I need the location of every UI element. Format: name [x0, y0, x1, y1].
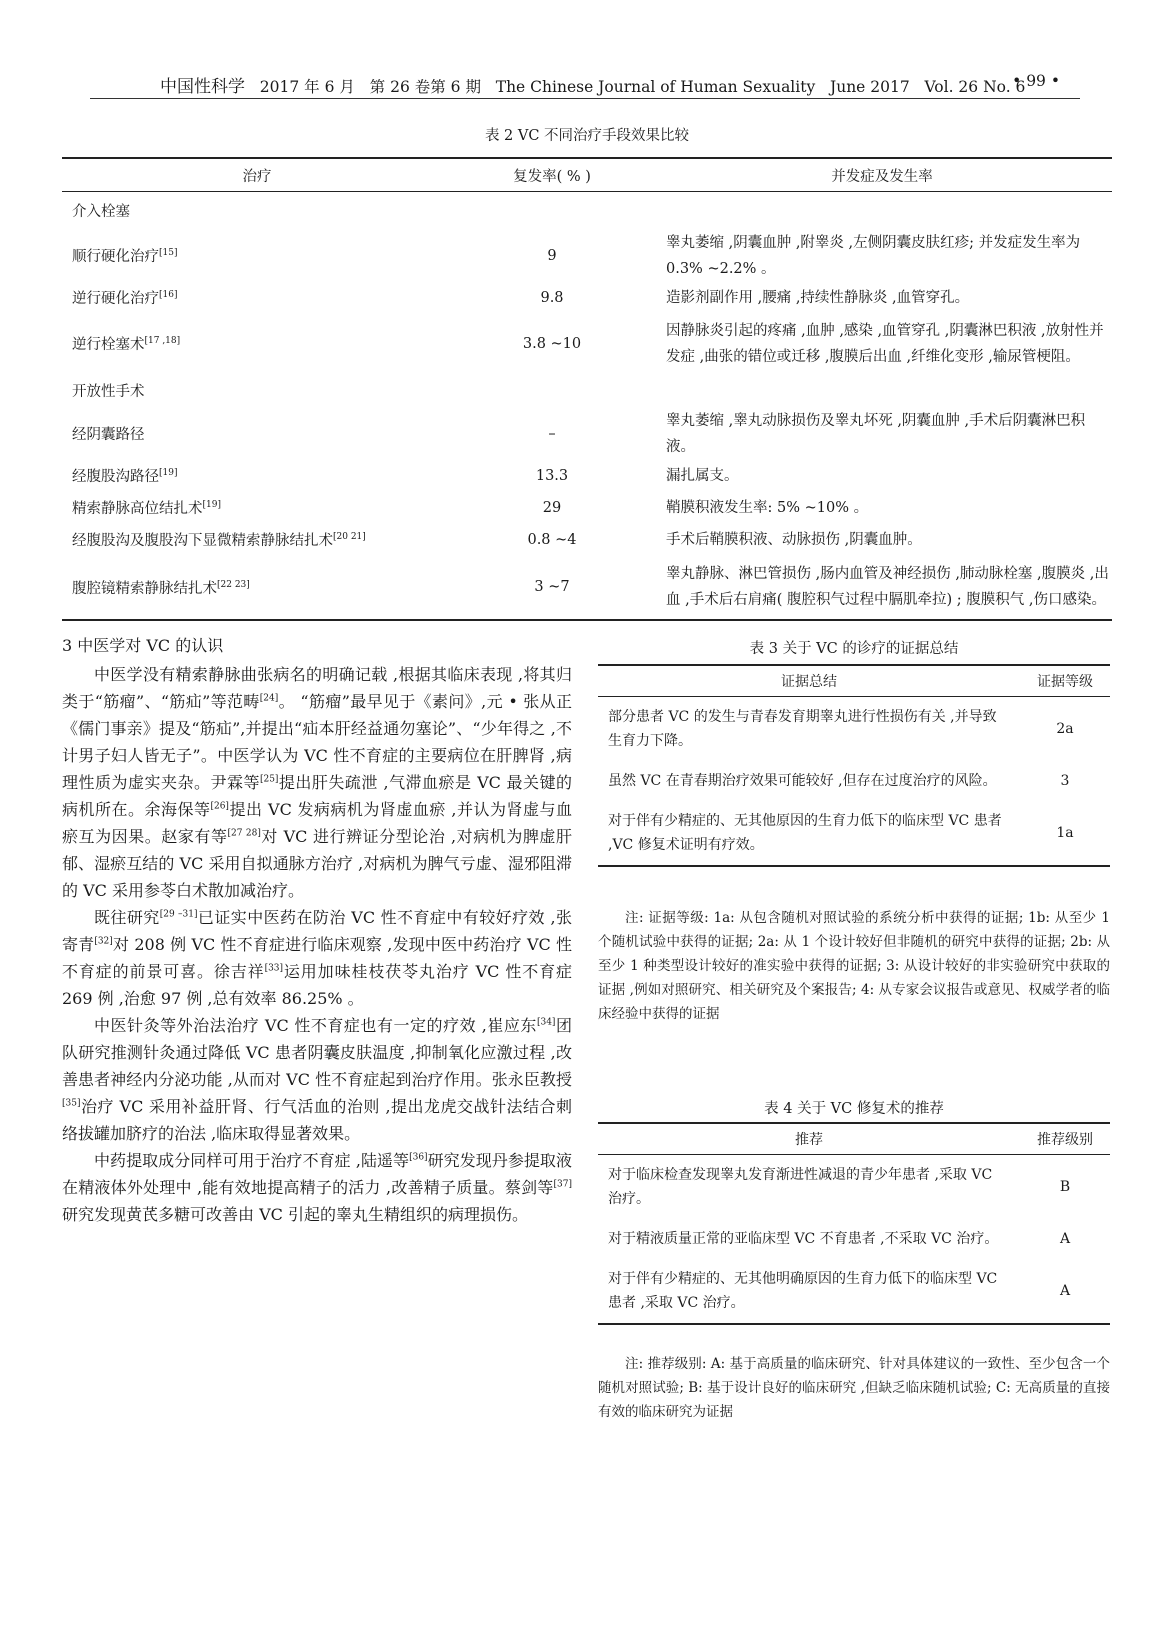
recommendation-grade: B — [1059, 1179, 1071, 1195]
table4-header-row — [598, 1123, 1110, 1155]
complications: 因静脉炎引起的疼痛 ,血肿 ,感染 ,血管穿孔 ,阴囊淋巴积液 ,放射性并发症 ,曲张的错位或迁移 ,腹膜后出血 ,纤维化变形 ,输尿管梗阻。 — [666, 322, 1104, 365]
treatment-name: 经腹股沟路径 — [72, 469, 159, 485]
complications — [652, 374, 1112, 408]
recurrence-rate: 0.8 ~4 — [527, 531, 577, 548]
recurrence-rate: 9 — [547, 247, 557, 264]
recurrence-rate — [452, 192, 652, 230]
table-row — [62, 314, 1112, 374]
note-text: 证据等级: 1a: 从包含随机对照试验的系统分析中获得的证据; 1b: 从至少 1 个随机试验中获得的证据; 2a: 从 1 个设计较好但非随机的研究中获得的证据; 2b: 从至少 1 种类型设计较好的准实验中获得的证据; 3: 从设计较好的非实验研究中获取的证据 ,例如对照研究、相关研究及个案报告; 4: 从专家会议报告或意见、权威学者的临床经验中获得的证据 — [598, 910, 1110, 1022]
recurrence-rate: 13.3 — [535, 467, 569, 484]
table2-header-complications: 并发症及发生率 — [652, 158, 1112, 192]
recurrence-rate: – — [548, 425, 556, 442]
paragraph-text: 研究发现丹参提取液在精液体外处理中 ,能有效地提高精子的活力 ,改善精子质量。蔡剑等 — [62, 1151, 572, 1197]
treatment-name: 逆行栓塞术 — [72, 337, 145, 353]
citation-ref: [32] — [94, 936, 113, 947]
recommendation-text: 对于临床检查发现睾丸发育渐进性减退的青少年患者 ,采取 VC 治疗。 — [608, 1167, 993, 1207]
treatment-name: 介入栓塞 — [72, 204, 130, 221]
treatment-cell — [62, 314, 452, 374]
evidence-level: 3 — [1060, 773, 1070, 789]
table3 — [598, 664, 1110, 867]
paragraph-text: 。 “筋瘤”最早见于《素问》,元 • 张从正《儒门事亲》提及“筋疝”,并提出“疝本肝经益通勿塞论”、“少年得之 ,不计男子妇人皆无子”。中医学认为 VC 性不育症的主要病位在肝脾肾 ,病理性质为虚实夹杂。尹霖等 — [62, 692, 572, 792]
complications — [652, 192, 1112, 230]
section-heading: 3 中医学对 VC 的认识 — [62, 636, 224, 655]
complications: 睾丸静脉、淋巴管损伤 ,肠内血管及神经损伤 ,肺动脉栓塞 ,腹膜炎 ,出血 ,手术后右肩痛( 腹腔积气过程中膈肌牵拉) ; 腹膜积气 ,伤口感染。 — [652, 556, 1112, 620]
table2-header-treatment: 治疗 — [62, 158, 452, 192]
recurrence-rate — [452, 374, 652, 408]
table-row — [62, 192, 1112, 230]
complications: 鞘膜积液发生率: 5% ~10% 。 — [666, 499, 869, 516]
citation-ref: [26] — [210, 801, 229, 812]
citation-ref: [33] — [264, 963, 284, 974]
treatment-name: 逆行硬化治疗 — [72, 291, 159, 307]
issue-en: Vol. 26 No. 6 — [924, 78, 1026, 96]
treatment-cell — [62, 460, 452, 492]
evidence-level: 1a — [1020, 801, 1110, 866]
paragraph-text: 对 VC 进行辨证分型论治 ,对病机为脾虚肝郁、湿瘀互结的 VC 采用自拟通脉方治疗 ,对病机为脾气亏虚、湿邪阻滞的 VC 采用参苓白术散加减治疗。 — [62, 827, 572, 900]
treatment-cell — [62, 556, 452, 620]
recommendation-text: 对于精液质量正常的亚临床型 VC 不育患者 ,不采取 VC 治疗。 — [608, 1231, 999, 1247]
table-row — [62, 556, 1112, 620]
citation-ref: [27 28] — [227, 828, 261, 839]
paragraph-text: 中医针灸等外治法治疗 VC 性不育症也有一定的疗效 ,崔应东 — [94, 1016, 537, 1035]
paragraph-text: 对 208 例 VC 性不育症进行临床观察 ,发现中医中药治疗 VC 性不育症的前景可喜。徐吉祥 — [62, 935, 572, 981]
table4-header-grade: 推荐级别 — [1020, 1123, 1110, 1155]
treatment-name: 经腹股沟及腹股沟下显微精索静脉结扎术 — [72, 533, 333, 549]
table2-header-row — [62, 158, 1112, 192]
complications: 睾丸萎缩 ,阴囊血肿 ,附睾炎 ,左侧阴囊皮肤红疹; 并发症发生率为 0.3% ~2.2% 。 — [666, 234, 1081, 277]
paragraph-text: 提出肝失疏泄 ,气滞血瘀是 VC 最关键的病机所在。余海保等 — [62, 773, 572, 819]
paragraph-text: 既往研究 — [94, 908, 160, 927]
citation-ref: [37] — [553, 1179, 572, 1190]
table-row — [598, 697, 1110, 762]
citation-ref: [20 21] — [333, 532, 366, 543]
treatment-cell — [62, 524, 452, 556]
complications: 造影剂副作用 ,腰痛 ,持续性静脉炎 ,血管穿孔。 — [666, 289, 970, 306]
table-row — [598, 761, 1110, 801]
table4 — [598, 1122, 1110, 1325]
recurrence-rate: 9.8 — [540, 289, 564, 306]
table2 — [62, 157, 1112, 621]
table2-caption: 表 2 VC 不同治疗手段效果比较 — [484, 128, 690, 144]
table-row — [62, 460, 1112, 492]
recurrence-rate: 3.8 ~10 — [522, 335, 582, 352]
table3-header-row — [598, 665, 1110, 697]
table-row — [62, 524, 1112, 556]
table-row — [62, 282, 1112, 314]
citation-ref: [25] — [259, 774, 279, 785]
citation-ref: [29 –31] — [159, 909, 198, 920]
complications: 漏扎属支。 — [666, 467, 739, 484]
table3-caption: 表 3 关于 VC 的诊疗的证据总结 — [749, 641, 959, 657]
treatment-name: 顺行硬化治疗 — [72, 249, 159, 265]
evidence-level: 2a — [1056, 721, 1074, 737]
citation-ref: [34] — [536, 1017, 556, 1028]
evidence-summary: 对于伴有少精症的、无其他原因的生育力低下的临床型 VC 患者 ,VC 修复术证明有疗效。 — [598, 801, 1020, 866]
recurrence-rate: 29 — [542, 499, 562, 516]
paragraph-text: 研究发现黄芪多糖可改善由 VC 引起的睾丸生精组织的病理损伤。 — [62, 1205, 528, 1224]
treatment-name: 腹腔镜精索静脉结扎术 — [72, 580, 217, 597]
running-header — [90, 68, 1080, 99]
paragraph-text: 运用加味桂枝茯苓丸治疗 VC 性不育症 269 例 ,治愈 97 例 ,总有效率 86.25% 。 — [62, 962, 572, 1008]
paragraph-text: 中药提取成分同样可用于治疗不育症 ,陆遥等 — [94, 1151, 410, 1170]
citation-ref: [17 ,18] — [144, 336, 181, 347]
treatment-name: 精索静脉高位结扎术 — [72, 501, 203, 517]
date-en: June 2017 — [830, 78, 910, 96]
table3-header-summary: 证据总结 — [598, 665, 1020, 697]
date-cn: 2017 年 6 月 — [259, 78, 355, 96]
table-row — [598, 1155, 1110, 1220]
citation-ref: [35] — [62, 1098, 81, 1109]
citation-ref: [19] — [159, 468, 178, 479]
citation-ref: [19] — [202, 500, 221, 511]
table4-header-recommendation: 推荐 — [598, 1123, 1020, 1155]
paragraph-text: 团队研究推测针灸通过降低 VC 患者阴囊皮肤温度 ,抑制氧化应激过程 ,改善患者神经内分泌功能 ,从而对 VC 性不育症起到治疗作用。张永臣教授 — [62, 1016, 572, 1089]
treatment-name: 经阴囊路径 — [72, 427, 145, 443]
citation-ref: [24] — [259, 693, 279, 704]
treatment-cell — [62, 230, 452, 282]
note-text: 推荐级别: A: 基于高质量的临床研究、针对具体建议的一致性、至少包含一个随机对照试验; B: 基于设计良好的临床研究 ,但缺乏临床随机试验; C: 无高质量的直接有效的临床研究为证据 — [598, 1356, 1110, 1420]
table-row — [598, 1259, 1110, 1324]
citation-ref: [16] — [159, 290, 178, 301]
note-label: 注: — [625, 910, 644, 926]
table3-header-level: 证据等级 — [1020, 665, 1110, 697]
table-row — [62, 230, 1112, 282]
evidence-summary: 部分患者 VC 的发生与青春发育期睾丸进行性损伤有关 ,并导致生育力下降。 — [608, 709, 997, 749]
table3-note — [598, 906, 1110, 1026]
citation-ref: [22 23] — [217, 579, 250, 590]
journal-name-en: The Chinese Journal of Human Sexuality — [495, 78, 816, 96]
table-row — [598, 1219, 1110, 1259]
table-row — [598, 801, 1110, 866]
paragraph-text: 已证实中医药在防治 VC 性不育症中有较好疗效 ,张寄青 — [62, 908, 572, 954]
table4-caption: 表 4 关于 VC 修复术的推荐 — [764, 1101, 944, 1117]
recommendation-grade: A — [1020, 1259, 1110, 1324]
treatment-group — [62, 192, 452, 230]
table4-note — [598, 1352, 1110, 1424]
treatment-group — [62, 374, 452, 408]
table-row — [62, 492, 1112, 524]
paragraph-text: 提出 VC 发病病机为肾虚血瘀 ,并认为肾虚与血瘀互为因果。赵家有等 — [62, 800, 572, 846]
recommendation-grade: A — [1059, 1231, 1071, 1247]
treatment-name: 开放性手术 — [72, 384, 145, 400]
treatment-cell — [62, 408, 452, 460]
paragraph — [62, 1147, 572, 1228]
treatment-cell — [62, 282, 452, 314]
complications: 睾丸萎缩 ,睾丸动脉损伤及睾丸坏死 ,阴囊血肿 ,手术后阴囊淋巴积液。 — [666, 412, 1086, 455]
paragraph-text: 治疗 VC 采用补益肝肾、行气活血的治则 ,提出龙虎交战针法结合刺络拔罐加脐疗的治法 ,临床取得显著效果。 — [62, 1097, 572, 1143]
section3-body — [62, 632, 572, 1228]
paragraph — [62, 904, 572, 1012]
issue-cn: 第 26 卷第 6 期 — [369, 78, 481, 96]
recommendation-text: 对于伴有少精症的、无其他明确原因的生育力低下的临床型 VC 患者 ,采取 VC 治疗。 — [598, 1259, 1020, 1324]
table-row — [62, 374, 1112, 408]
note-label: 注: — [625, 1356, 644, 1372]
citation-ref: [36] — [409, 1152, 428, 1163]
journal-name-cn: 中国性科学 — [160, 77, 245, 97]
paragraph — [62, 661, 572, 904]
paragraph — [62, 1012, 572, 1147]
header-left — [160, 72, 1025, 97]
table2-header-recurrence: 复发率( % ) — [452, 158, 652, 192]
complications: 手术后鞘膜积液、动脉损伤 ,阴囊血肿。 — [666, 531, 922, 548]
evidence-summary: 虽然 VC 在青春期治疗效果可能较好 ,但存在过度治疗的风险。 — [608, 773, 997, 789]
table-row — [62, 408, 1112, 460]
recurrence-rate: 3 ~7 — [452, 556, 652, 620]
paragraph-text: 中医学没有精索静脉曲张病名的明确记载 ,根据其临床表现 ,将其归类于“筋瘤”、“筋疝”等范畴 — [62, 665, 572, 711]
page-number: • 99 • — [1012, 72, 1060, 90]
citation-ref: [15] — [159, 248, 178, 259]
treatment-cell — [62, 492, 452, 524]
